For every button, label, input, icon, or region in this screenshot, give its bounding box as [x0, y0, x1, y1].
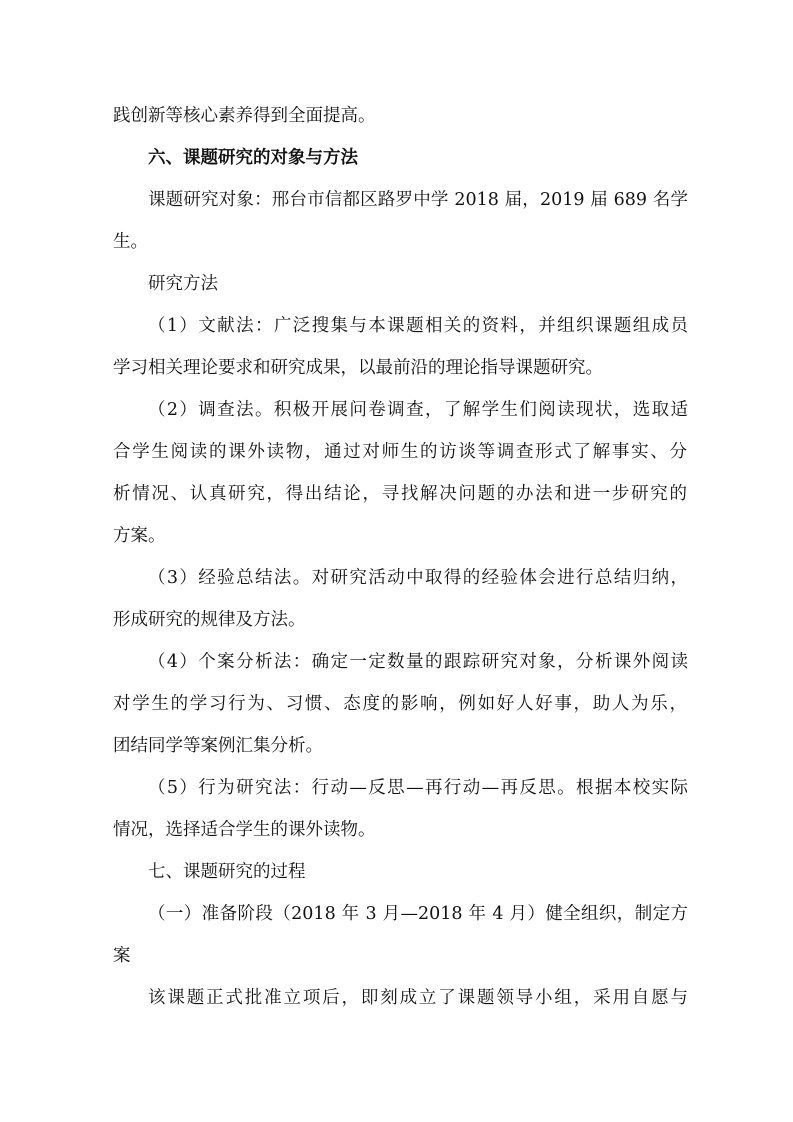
paragraph-line: 学习相关理论要求和研究成果，以最前沿的理论指导课题研究。: [113, 358, 603, 378]
paragraph-line: （1）文献法：广泛搜集与本课题相关的资料，并组织课题组成员: [148, 316, 688, 336]
paragraph-line: 践创新等核心素养得到全面提高。: [113, 106, 376, 126]
paragraph-line: 团结同学等案例汇集分析。: [113, 736, 323, 756]
paragraph-line: 析情况、认真研究，得出结论，寻找解决问题的办法和进一步研究的: [113, 484, 687, 504]
paragraph-line: 情况，选择适合学生的课外读物。: [113, 820, 376, 840]
paragraph-line: 案: [113, 946, 131, 966]
paragraph-line: （5）行为研究法：行动—反思—再行动—再反思。根据本校实际: [148, 778, 688, 798]
section-heading-6: 六、课题研究的对象与方法: [148, 148, 358, 168]
paragraph-line: 课题研究对象：邢台市信都区路罗中学 2018 届，2019 届 689 名学: [148, 190, 688, 210]
paragraph-line: 生。: [113, 232, 148, 252]
paragraph-line: （2）调查法。积极开展问卷调查，了解学生们阅读现状，选取适: [148, 400, 688, 420]
paragraph-line: （3）经验总结法。对研究活动中取得的经验体会进行总结归纳，: [148, 568, 688, 588]
paragraph-line: 对学生的学习行为、习惯、态度的影响，例如好人好事，助人为乐，: [113, 694, 687, 714]
subheading-research-methods: 研究方法: [148, 274, 218, 294]
paragraph-line: 该课题正式批准立项后，即刻成立了课题领导小组，采用自愿与: [148, 988, 688, 1008]
paragraph-line: （一）准备阶段（2018 年 3 月—2018 年 4 月）健全组织，制定方: [148, 904, 688, 924]
section-heading-7: 七、课题研究的过程: [148, 862, 306, 882]
paragraph-line: 合学生阅读的课外读物，通过对师生的访谈等调查形式了解事实、分: [113, 442, 687, 462]
paragraph-line: 形成研究的规律及方法。: [113, 610, 306, 630]
paragraph-line: （4）个案分析法：确定一定数量的跟踪研究对象，分析课外阅读: [148, 652, 688, 672]
paragraph-line: 方案。: [113, 526, 166, 546]
